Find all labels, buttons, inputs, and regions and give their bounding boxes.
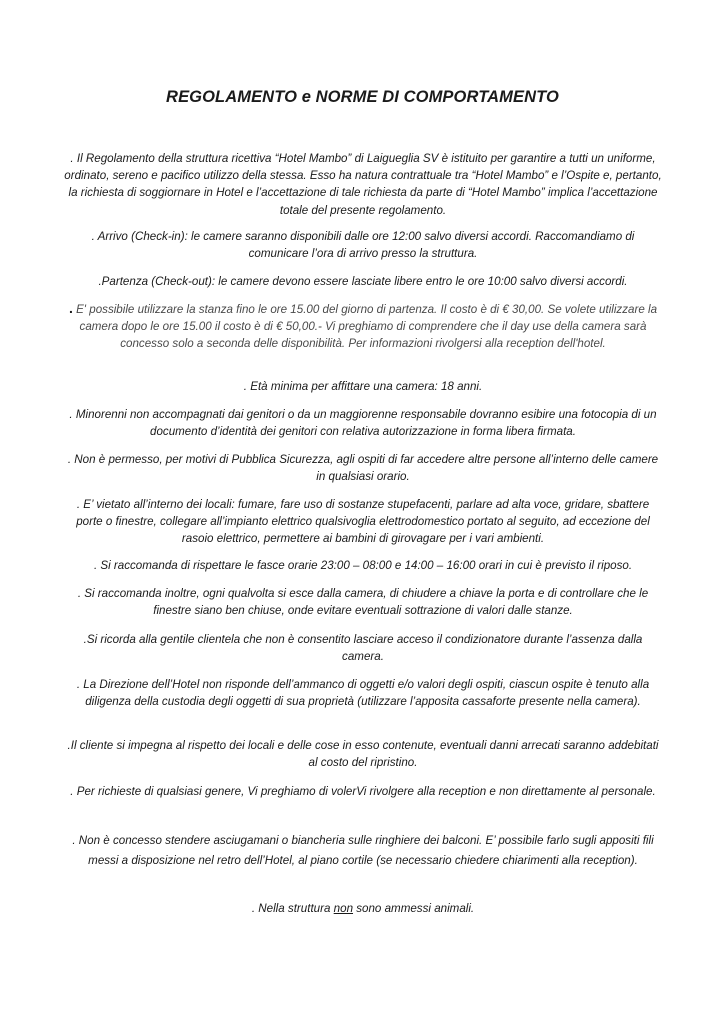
animals-underlined-word: non (333, 902, 354, 915)
paragraph-check-out: .Partenza (Check-out): le camere devono essere lasciate libere entro le ore 10:00 salvo diversi accordi. (98, 275, 628, 288)
paragraph-intro: . Il Regolamento della struttura ricettiva “Hotel Mambo” di Laigueglia SV è istituito per garantire a tutti un uniforme, ordinato, sereno e pacifico utilizzo della stessa. Esso ha natura contrattuale tra “Hotel Mambo” e l’Ospite e, pertanto, la richiesta di soggiornare in Hotel e l’accettazione di tale richiesta da parte di “Hotel Mambo” implica l’accettazione totale del presente regolamento. (64, 152, 662, 217)
paragraph-animals (64, 900, 662, 917)
day-use-marker: . (68, 300, 73, 316)
paragraph-quiet-hours: . Si raccomanda di rispettare le fasce orarie 23:00 – 08:00 e 14:00 – 16:00 orari in cui è previsto il riposo. (93, 559, 633, 572)
paragraph-liability: . La Direzione dell’Hotel non risponde dell’ammanco di oggetti e/o valori degli ospiti, ciascun ospite è tenuto alla diligenza della custodia degli oggetti di sua proprietà (utilizzare l’apposita cassaforte presente nella camera). (76, 678, 650, 709)
paragraph-minors: . Minorenni non accompagnati dai genitori o da un maggiorenne responsabile dovranno esibire una fotocopia di un documento d’identità dei genitori con relativa autorizzazione in forma libera firmata. (69, 408, 657, 439)
paragraph-prohibitions: . E’ vietato all’interno dei locali: fumare, fare uso di sostanze stupefacenti, parlare ad alta voce, gridare, sbattere porte o finestre, collegare all’impianto elettrico qualsivoglia elettrodomestico portato al seguito, ad eccezione del rasoio elettrico, permettere ai bambini di girovagare per i vari ambienti. (76, 498, 650, 546)
paragraph-check-in: . Arrivo (Check-in): le camere saranno disponibili dalle ore 12:00 salvo diversi accordi. Raccomandiamo di comunicare l’ora di arrivo presso la struttura. (91, 230, 635, 261)
paragraph-towels: . Non è concesso stendere asciugamani o biancheria sulle ringhiere dei balconi. E’ possibile farlo sugli appositi fili messi a disposizione nel retro dell’Hotel, al piano cortile (se necessario chiedere chiarimenti alla reception). (72, 834, 654, 867)
paragraph-visitors: . Non è permesso, per motivi di Pubblica Sicurezza, agli ospiti di far accedere altre persone all’interno delle camere in qualsiasi orario. (67, 453, 659, 484)
paragraph-damages: .Il cliente si impegna al rispetto dei locali e delle cose in esso contenute, eventuali danni arrecati saranno addebitati al costo del ripristino. (67, 739, 659, 770)
paragraph-lock-room: . Si raccomanda inoltre, ogni qualvolta si esce dalla camera, di chiudere a chiave la porta e di controllare che le finestre siano ben chiuse, onde evitare eventuali sottrazione di valori dalle stanze. (77, 587, 649, 618)
document-title: REGOLAMENTO e NORME DI COMPORTAMENTO (166, 88, 559, 106)
paragraph-day-use (64, 300, 662, 353)
paragraph-air-conditioning: .Si ricorda alla gentile clientela che non è consentito lasciare acceso il condizionatore durante l’assenza dalla camera. (83, 633, 643, 664)
paragraph-day-use-text: E' possibile utilizzare la stanza fino le ore 15.00 del giorno di partenza. Il costo è di € 30,00. Se volete utilizzare la camera dopo le ore 15.00 il costo è di € 50,00.- Vi preghiamo di comprendere che il day use della camera sarà concesso solo a seconda delle disponibilità. Per informazioni rivolgersi alla reception dell'hotel. (76, 303, 658, 351)
paragraph-requests: . Per richieste di qualsiasi genere, Vi preghiamo di volerVi rivolgere alla reception e non direttamente al personale. (70, 785, 656, 798)
animals-text-after: sono ammessi animali. (353, 902, 475, 915)
animals-text-before: . Nella struttura (251, 902, 334, 915)
paragraph-minimum-age: . Età minima per affittare una camera: 18 anni. (243, 380, 483, 393)
